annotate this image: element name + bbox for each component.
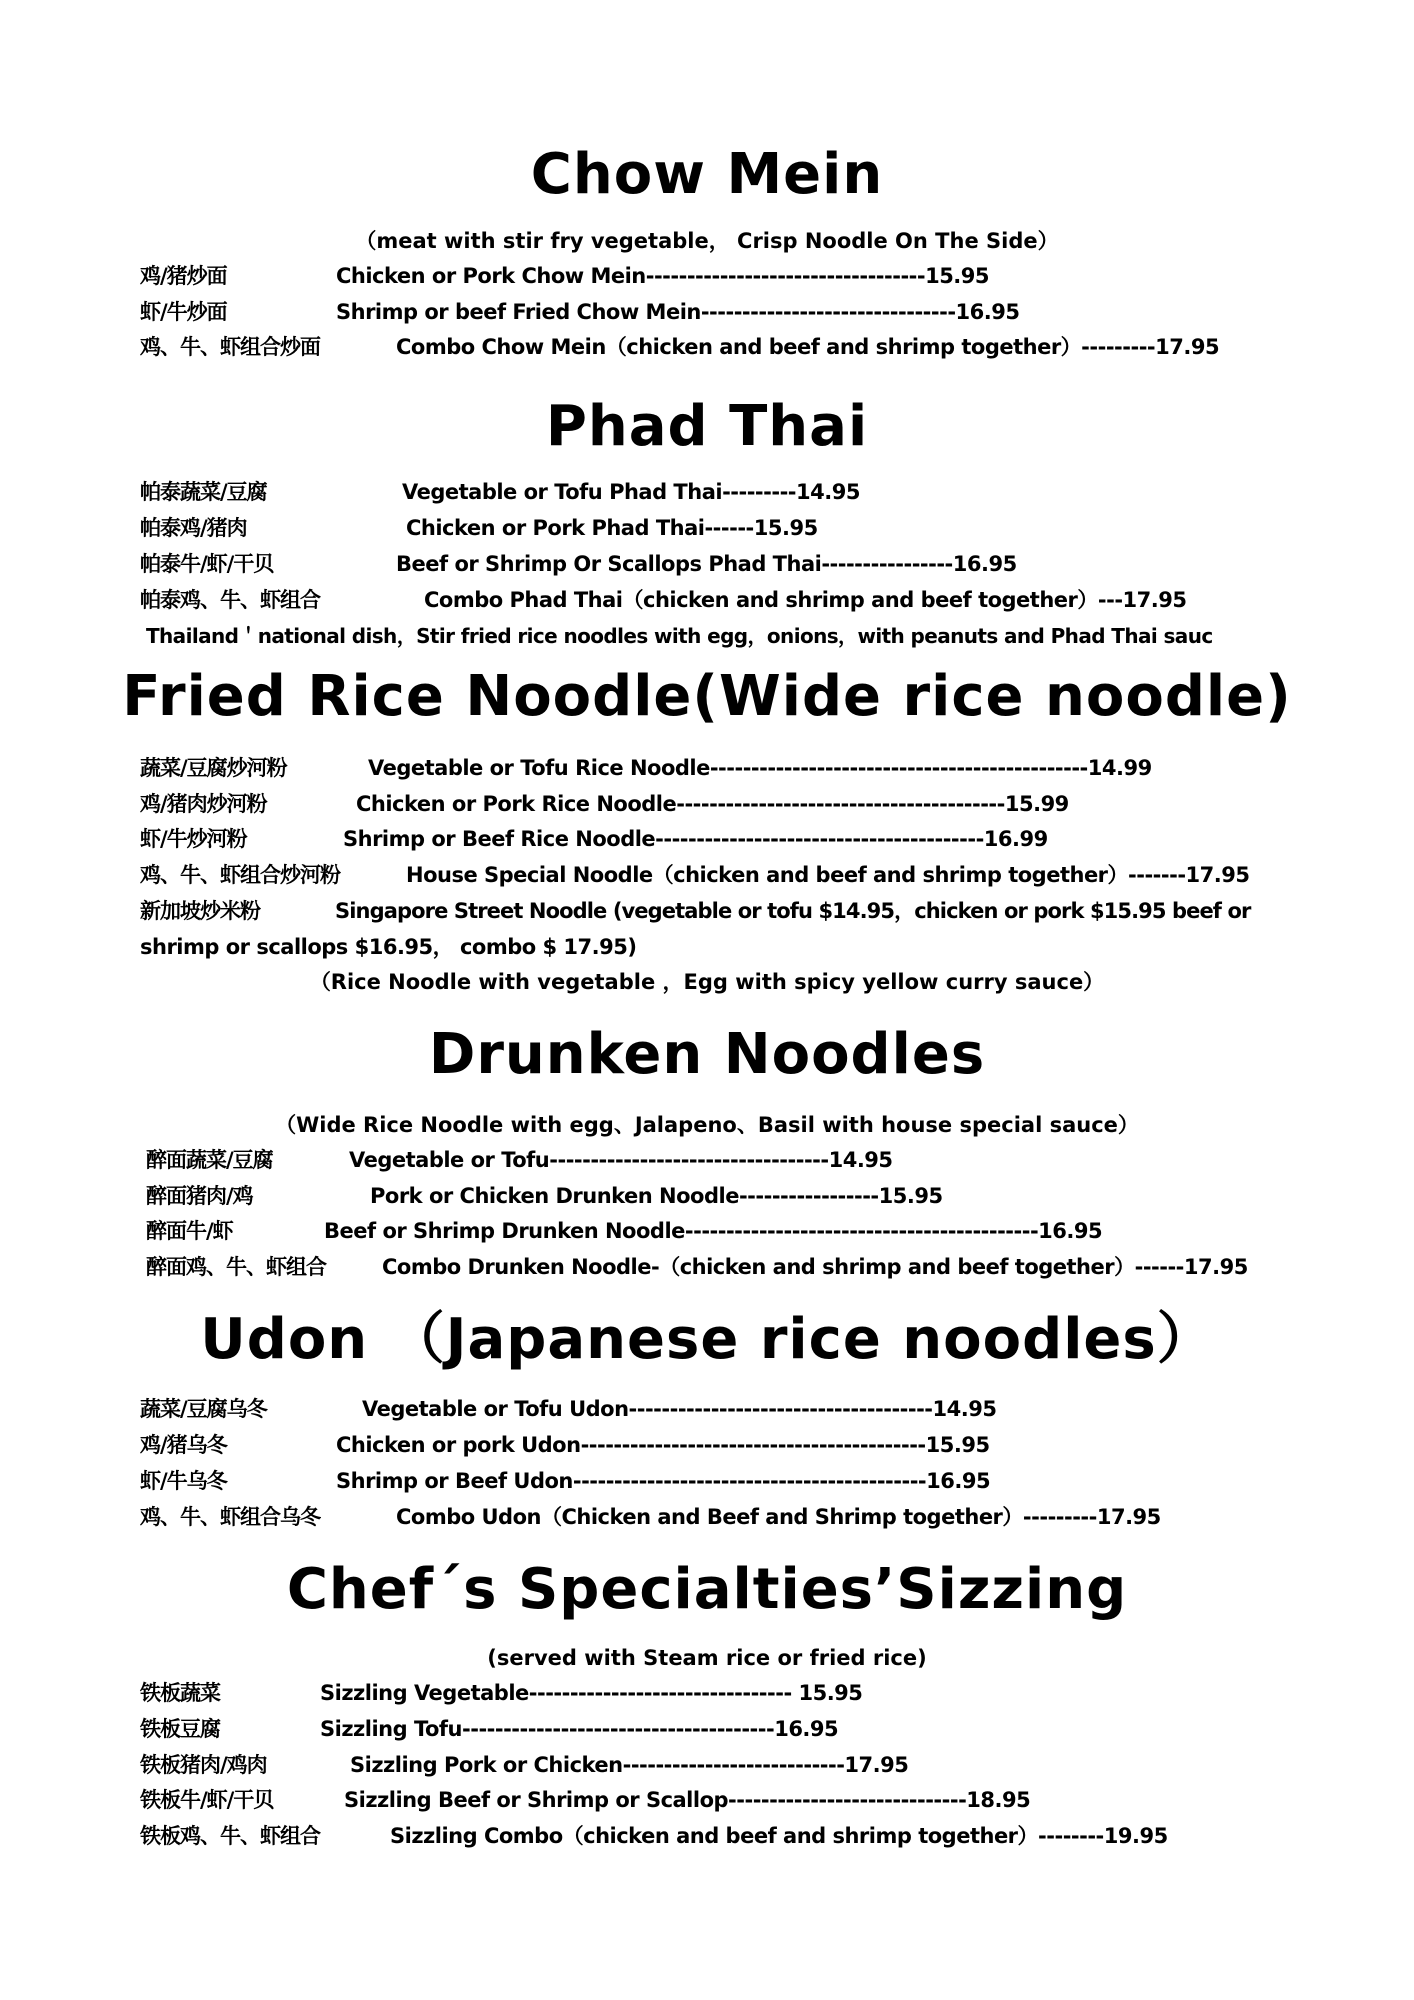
item-description-price: Beef or Shrimp Drunken Noodle-------------------------------------------16.95 <box>324 1219 1103 1243</box>
item-description-price: House Special Noodle（chicken and beef and shrimp together）-------17.95 <box>406 863 1250 887</box>
menu-item <box>140 1392 1340 1426</box>
item-description-price: Shrimp or beef Fried Chow Mein-------------------------------16.95 <box>336 300 1020 324</box>
section-title-fried-rice-noodle: Fried Rice Noodle(Wide rice noodle) <box>122 664 1292 729</box>
item-description-price: Sizzling Combo（chicken and beef and shrimp together）--------19.95 <box>390 1824 1168 1848</box>
item-description-price: Vegetable or Tofu Phad Thai---------14.95 <box>402 480 860 504</box>
item-description-price: Singapore Street Noodle (vegetable or tofu $14.95，chicken or pork $15.95 beef or <box>335 899 1251 923</box>
item-chinese-name: 蔬菜/豆腐炒河粉 <box>140 756 287 780</box>
menu-item <box>140 894 1340 928</box>
item-description-price: Combo Drunken Noodle-（chicken and shrimp and beef together）------17.95 <box>382 1255 1248 1279</box>
menu-item <box>140 1783 1340 1817</box>
menu-item <box>140 1748 1340 1782</box>
item-description-price: Shrimp or Beef Udon-------------------------------------------16.95 <box>336 1469 991 1493</box>
singapore-noodle-continuation: shrimp or scallops $16.95， combo $ 17.95) <box>140 935 637 959</box>
section-title-phad-thai: Phad Thai <box>545 394 869 459</box>
item-chinese-name: 鸡、牛、虾组合炒面 <box>140 335 320 359</box>
item-chinese-name: 帕泰蔬菜/豆腐 <box>140 480 267 504</box>
item-description-price: Sizzling Beef or Shrimp or Scallop-----------------------------18.95 <box>344 1788 1031 1812</box>
item-description-price: Sizzling Pork or Chicken---------------------------17.95 <box>350 1753 909 1777</box>
item-description-price: Vegetable or Tofu----------------------------------14.95 <box>349 1148 893 1172</box>
menu-item <box>146 1250 1346 1284</box>
phad-thai-note: Thailand＇national dish，Stir fried rice noodles with egg，onions，with peanuts and Phad Thai sauc <box>146 624 1213 648</box>
menu-item <box>140 330 1340 364</box>
item-description-price: Combo Phad Thai（chicken and shrimp and beef together）---17.95 <box>424 588 1187 612</box>
item-description-price: Combo Chow Mein（chicken and beef and shrimp together）---------17.95 <box>396 335 1220 359</box>
item-chinese-name: 鸡、牛、虾组合炒河粉 <box>140 863 340 887</box>
menu-item <box>140 1712 1340 1746</box>
item-description-price: Chicken or Pork Chow Mein----------------------------------15.95 <box>336 264 990 288</box>
section-title-udon: Udon （Japanese rice noodles） <box>200 1307 1214 1372</box>
chow-mein-note: （meat with stir fry vegetable， Crisp Noodle On The Side） <box>355 229 1059 253</box>
item-description-price: Vegetable or Tofu Udon-------------------------------------14.95 <box>362 1397 997 1421</box>
item-description-price: Shrimp or Beef Rice Noodle----------------------------------------16.99 <box>343 827 1048 851</box>
item-chinese-name: 虾/牛炒河粉 <box>140 827 247 851</box>
item-chinese-name: 铁板牛/虾/干贝 <box>140 1788 274 1812</box>
item-chinese-name: 蔬菜/豆腐乌冬 <box>140 1397 267 1421</box>
menu-item <box>140 259 1340 293</box>
menu-item <box>140 583 1340 617</box>
menu-item <box>146 1214 1346 1248</box>
singapore-noodle-note: （Rice Noodle with vegetable ，Egg with spicy yellow curry sauce） <box>309 970 1105 994</box>
section-title-drunken-noodles: Drunken Noodles <box>428 1022 986 1087</box>
item-chinese-name: 帕泰鸡/猪肉 <box>140 516 247 540</box>
menu-item <box>140 511 1340 545</box>
item-chinese-name: 虾/牛炒面 <box>140 300 227 324</box>
drunken-noodles-note: （Wide Rice Noodle with egg、Jalapeno、Basil with house special sauce） <box>275 1113 1139 1137</box>
item-chinese-name: 醉面猪肉/鸡 <box>146 1184 253 1208</box>
item-chinese-name: 铁板豆腐 <box>140 1717 220 1741</box>
item-description-price: Chicken or Pork Rice Noodle----------------------------------------15.99 <box>356 792 1069 816</box>
item-chinese-name: 鸡/猪乌冬 <box>140 1433 227 1457</box>
menu-item <box>140 858 1340 892</box>
item-chinese-name: 帕泰鸡、牛、虾组合 <box>140 588 320 612</box>
section-title-chefs-specialties: Chef´s Specialties’Sizzing <box>286 1557 1128 1622</box>
menu-item <box>140 475 1340 509</box>
item-chinese-name: 铁板蔬菜 <box>140 1681 220 1705</box>
item-chinese-name: 醉面牛/虾 <box>146 1219 233 1243</box>
item-description-price: Beef or Shrimp Or Scallops Phad Thai----------------16.95 <box>396 552 1017 576</box>
item-chinese-name: 新加坡炒米粉 <box>140 899 260 923</box>
section-title-chow-mein: Chow Mein <box>530 142 884 207</box>
item-chinese-name: 鸡、牛、虾组合乌冬 <box>140 1505 320 1529</box>
menu-item <box>140 547 1340 581</box>
menu-item <box>146 1179 1346 1213</box>
menu-item <box>140 1428 1340 1462</box>
menu-item <box>140 751 1340 785</box>
menu-item <box>140 1676 1340 1710</box>
menu-item <box>140 787 1340 821</box>
item-description-price: Vegetable or Tofu Rice Noodle----------------------------------------------14.99 <box>368 756 1152 780</box>
item-description-price: Combo Udon（Chicken and Beef and Shrimp together）---------17.95 <box>396 1505 1161 1529</box>
item-description-price: Sizzling Vegetable-------------------------------- 15.95 <box>320 1681 863 1705</box>
item-chinese-name: 虾/牛乌冬 <box>140 1469 227 1493</box>
item-description-price: Chicken or Pork Phad Thai------15.95 <box>406 516 818 540</box>
menu-item <box>140 1464 1340 1498</box>
item-description-price: Pork or Chicken Drunken Noodle-----------------15.95 <box>370 1184 943 1208</box>
item-chinese-name: 醉面蔬菜/豆腐 <box>146 1148 273 1172</box>
menu-item <box>140 1500 1340 1534</box>
item-description-price: Sizzling Tofu--------------------------------------16.95 <box>320 1717 839 1741</box>
item-chinese-name: 鸡/猪肉炒河粉 <box>140 792 267 816</box>
item-chinese-name: 铁板鸡、牛、虾组合 <box>140 1824 320 1848</box>
menu-item <box>140 295 1340 329</box>
menu-item <box>140 1819 1340 1853</box>
menu-item <box>146 1143 1346 1177</box>
item-chinese-name: 帕泰牛/虾/干贝 <box>140 552 274 576</box>
item-description-price: Chicken or pork Udon------------------------------------------15.95 <box>336 1433 990 1457</box>
menu-item <box>140 822 1340 856</box>
item-chinese-name: 铁板猪肉/鸡肉 <box>140 1753 267 1777</box>
item-chinese-name: 醉面鸡、牛、虾组合 <box>146 1255 326 1279</box>
item-chinese-name: 鸡/猪炒面 <box>140 264 227 288</box>
sizzling-note: (served with Steam rice or fried rice) <box>487 1646 927 1670</box>
